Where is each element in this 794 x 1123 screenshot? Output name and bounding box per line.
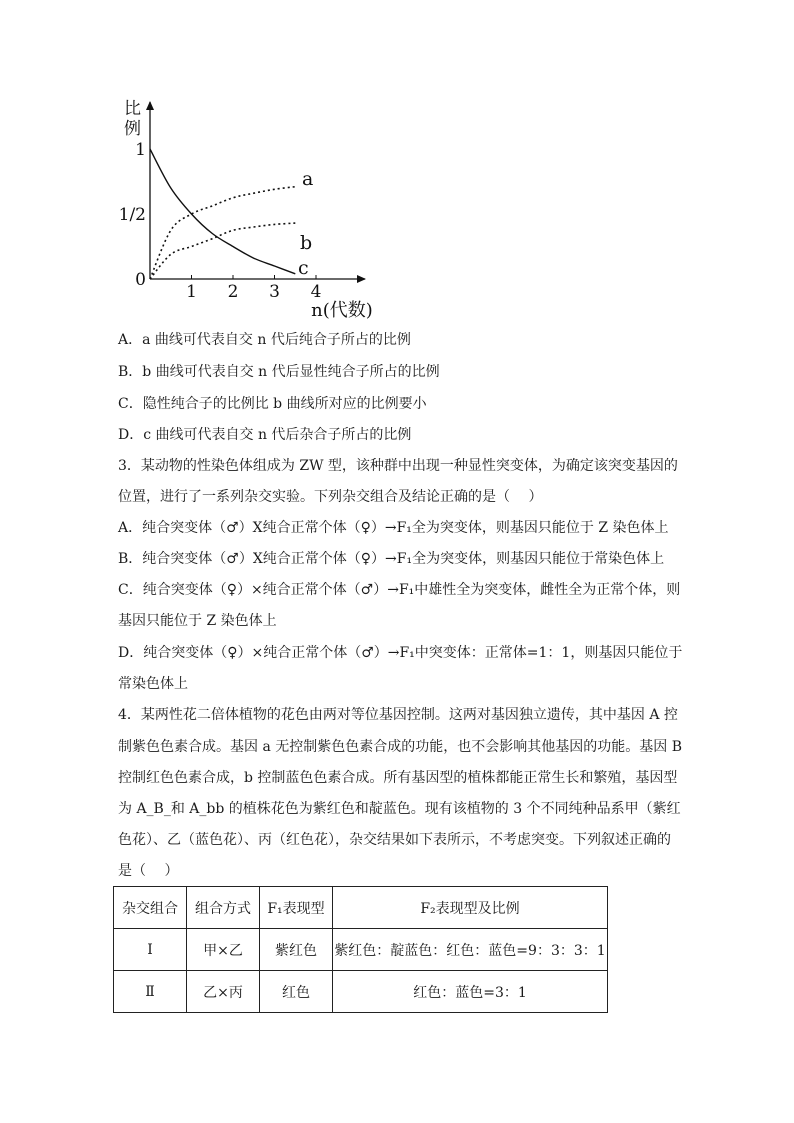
table-row (114, 929, 608, 971)
header-cross-group: 杂交组合 (114, 887, 187, 929)
x-axis-label: n(代数) (311, 300, 373, 321)
x-tick-label: 4 (310, 282, 322, 302)
cell-f2: 红色：蓝色=3：1 (333, 971, 608, 1013)
curve-c (150, 149, 295, 274)
table-row (114, 971, 608, 1013)
cell-method: 乙×丙 (187, 971, 260, 1013)
table-header-row (114, 887, 608, 929)
cell-group: Ⅰ (114, 929, 187, 971)
cell-method: 甲×乙 (187, 929, 260, 971)
q2-option-c: C．隐性纯合子的比例比 b 曲线所对应的比例要小 (118, 396, 427, 412)
cell-f2: 紫红色：靛蓝色：红色：蓝色=9：3：3：1 (333, 929, 608, 971)
header-f1-phenotype: F₁表现型 (260, 887, 333, 929)
cell-f1: 紫红色 (260, 929, 333, 971)
y-axis-label-char: 例 (124, 119, 141, 139)
q4-stem-line-6: 是（ ） (118, 863, 179, 879)
q3-stem-line-2: 位置，进行了一系列杂交实验。下列杂交组合及结论正确的是（ ） (118, 489, 543, 505)
header-f2-phenotype-ratio: F₂表现型及比例 (333, 887, 608, 929)
header-cross-method: 组合方式 (187, 887, 260, 929)
q3-option-c-line-2: 基因只能位于 Z 染色体上 (118, 613, 277, 629)
q3-option-a: A．纯合突变体（♂）X纯合正常个体（♀）→F₁全为突变体，则基因只能位于 Z 染色体上 (118, 520, 669, 536)
y-tick-label: 1/2 (118, 205, 146, 225)
q4-stem-line-1: 4．某两性花二倍体植物的花色由两对等位基因控制。这两对基因独立遗传，其中基因 A 控 (118, 707, 678, 723)
y-tick-label: 1 (135, 140, 146, 160)
cell-group: Ⅱ (114, 971, 187, 1013)
q3-option-b: B．纯合突变体（♂）X纯合正常个体（♀）→F₁全为突变体，则基因只能位于常染色体上 (118, 551, 665, 567)
q3-option-d-line-2: 常染色体上 (118, 676, 188, 692)
x-tick-label: 1 (186, 282, 197, 302)
curve-label-c: c (298, 257, 309, 279)
q4-stem-line-4: 为 A_B_和 A_bb 的植株花色为紫红色和靛蓝色。现有该植物的 3 个不同纯种品系甲（紫红 (118, 801, 681, 817)
q4-stem-line-2: 制紫色色素合成。基因 a 无控制紫色色素合成的功能，也不会影响其他基因的功能。基因 B (118, 739, 682, 755)
cross-result-table (113, 886, 608, 1013)
q3-stem-line-1: 3．某动物的性染色体组成为 ZW 型，该种群中出现一种显性突变体，为确定该突变基因的 (118, 458, 678, 474)
q2-option-d: D．c 曲线可代表自交 n 代后杂合子所占的比例 (118, 427, 412, 443)
y-tick-label: 0 (135, 270, 146, 290)
ratio-chart (110, 92, 410, 327)
curve-label-b: b (300, 232, 313, 254)
q2-option-b: B．b 曲线可代表自交 n 代后显性纯合子所占的比例 (118, 364, 440, 380)
q4-stem-line-5: 色花）、乙（蓝色花）、丙（红色花），杂交结果如下表所示，不考虑突变。下列叙述正确的 (118, 832, 671, 848)
x-tick-label: 3 (269, 282, 280, 302)
q2-option-a: A．a 曲线可代表自交 n 代后纯合子所占的比例 (118, 332, 411, 348)
y-axis-label-char: 比 (124, 99, 141, 119)
q3-option-d-line-1: D．纯合突变体（♀）×纯合正常个体（♂）→F₁中突变体：正常体=1：1，则基因只能位于 (118, 645, 683, 661)
cell-f1: 红色 (260, 971, 333, 1013)
q4-stem-line-3: 控制红色色素合成，b 控制蓝色色素合成。所有基因型的植株都能正常生长和繁殖，基因型 (118, 770, 678, 786)
curve-b (150, 223, 295, 279)
curve-label-a: a (302, 168, 314, 190)
chart-svg (110, 92, 410, 327)
x-tick-label: 2 (227, 282, 239, 302)
q3-option-c-line-1: C．纯合突变体（♀）×纯合正常个体（♂）→F₁中雄性全为突变体，雌性全为正常个体，则 (118, 582, 681, 598)
